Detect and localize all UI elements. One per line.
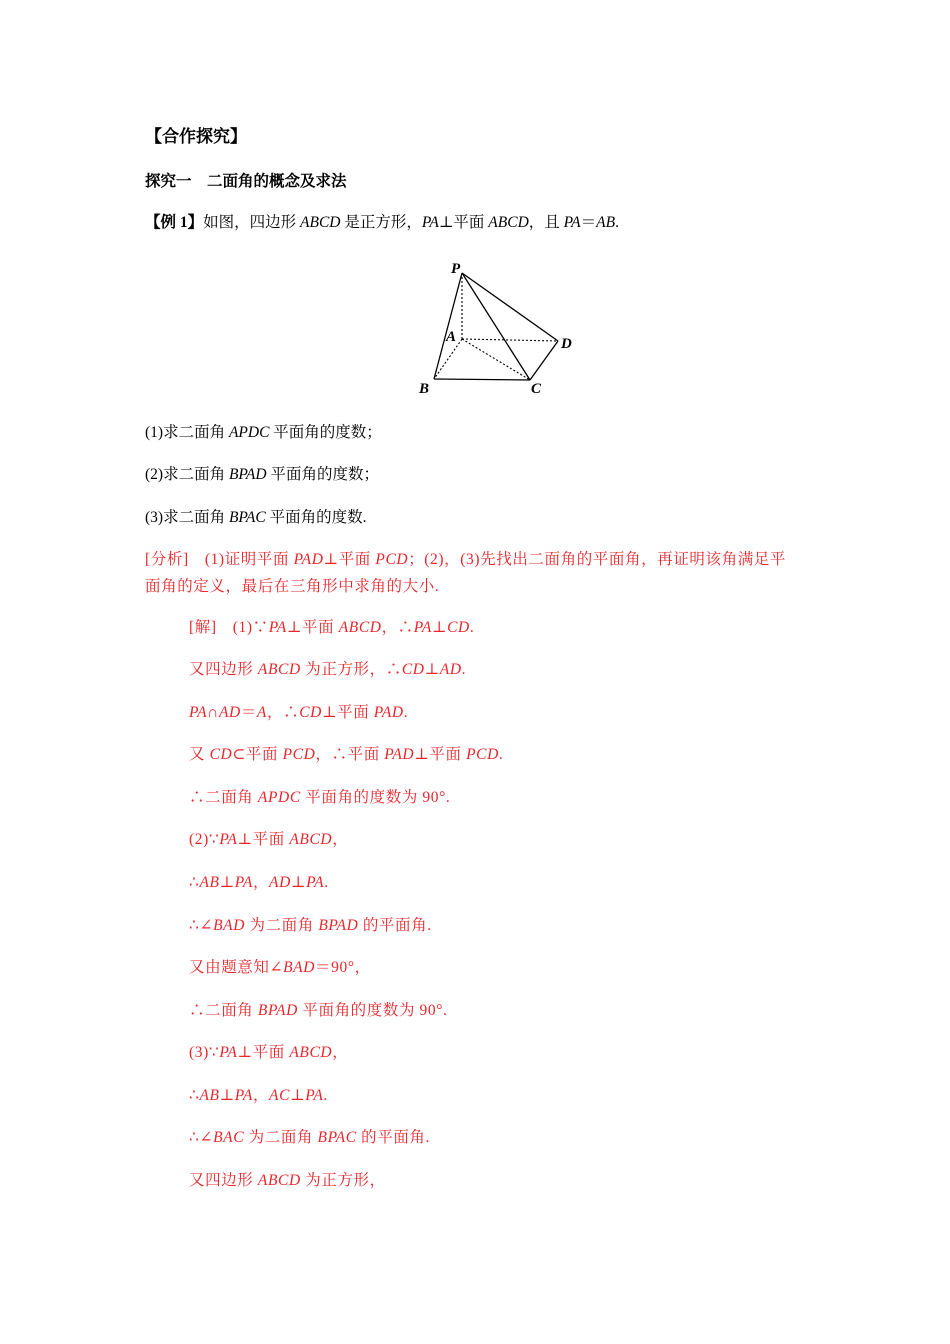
- math-var: ABCD: [338, 619, 382, 636]
- math-var: PCD: [375, 551, 409, 568]
- edge-AC: [462, 339, 530, 380]
- text-run: [解] (1)∵: [189, 619, 269, 636]
- text-run: ⊂平面: [232, 746, 283, 763]
- label-A: A: [446, 329, 457, 345]
- text-run: ，∴: [381, 619, 414, 636]
- question-text: (2)求二面角: [145, 466, 229, 483]
- math-var: AB: [199, 1087, 220, 1104]
- math-var: BAC: [213, 1129, 245, 1146]
- math-var: PA: [268, 619, 287, 636]
- text-run: 又由题意知∠: [189, 959, 284, 976]
- text-run: .: [403, 704, 409, 721]
- question-2: [145, 465, 379, 485]
- text-run: ⊥: [290, 1087, 306, 1104]
- math-var: PCD: [466, 746, 499, 763]
- math-var: A: [256, 704, 267, 721]
- text-run: ，∴平面: [315, 746, 385, 763]
- text-run: ⊥: [424, 661, 440, 678]
- text-run: .: [469, 619, 475, 636]
- text-run: ⊥: [290, 874, 307, 891]
- edge-PD: [462, 273, 558, 341]
- solution-line: [189, 1128, 430, 1148]
- edge-PC: [462, 273, 530, 380]
- math-var: PA: [234, 874, 253, 891]
- question-1: [145, 423, 382, 443]
- example-text: ＝: [580, 214, 597, 231]
- text-run: ，: [252, 1087, 270, 1104]
- solution-line: [189, 958, 371, 978]
- edge-AD: [462, 339, 558, 341]
- pyramid-figure: [410, 255, 590, 400]
- question-text: (1)求二面角: [145, 424, 229, 441]
- text-run: 的平面角.: [356, 1129, 431, 1146]
- text-run: ⊥平面: [237, 831, 290, 848]
- analysis-line-1: [145, 550, 786, 570]
- math-var: PAD: [384, 746, 415, 763]
- text-run: 又四边形: [189, 661, 258, 678]
- text-run: 为正方形，: [300, 1172, 386, 1189]
- math-var: PA: [219, 831, 238, 848]
- text-run: ∴: [189, 874, 200, 891]
- math-var: CD: [209, 746, 233, 763]
- solution-line: [189, 830, 348, 850]
- solution-line: [189, 618, 474, 638]
- text-run: ∴二面角: [189, 1002, 258, 1019]
- math-var: PA: [413, 619, 432, 636]
- solution-line: [189, 745, 503, 765]
- math-var: PA: [234, 1087, 253, 1104]
- math-var: AC: [269, 1087, 291, 1104]
- math-var: PAD: [293, 551, 324, 568]
- math-var: BPAD: [318, 917, 359, 934]
- example-var: PA: [563, 214, 581, 231]
- solution-line: [189, 1001, 448, 1021]
- text-run: .: [498, 746, 504, 763]
- solution-line: [189, 873, 329, 893]
- section-title: 【合作探究】: [145, 127, 247, 146]
- question-text: (3)求二面角: [145, 509, 229, 526]
- edge-AB: [434, 339, 462, 379]
- analysis-line-2: [145, 577, 439, 597]
- math-var: PA: [219, 1044, 238, 1061]
- math-var: CD: [447, 619, 470, 636]
- text-run: ∩: [207, 704, 219, 721]
- label-C: C: [531, 381, 542, 397]
- text-run: 的平面角.: [358, 917, 432, 934]
- math-var: PA: [305, 1087, 324, 1104]
- text-run: 面角的定义，最后在三角形中求角的大小.: [145, 578, 440, 595]
- figure-solid-edges: [434, 273, 558, 380]
- question-text: 平面角的度数.: [265, 509, 367, 526]
- math-var: BAD: [283, 959, 316, 976]
- solution-line: [189, 1086, 328, 1106]
- solution-line: [189, 1171, 386, 1191]
- edge-CD: [530, 341, 558, 380]
- text-run: ⊥平面: [237, 1044, 290, 1061]
- math-var: PAD: [373, 704, 404, 721]
- label-D: D: [561, 336, 572, 352]
- text-run: ，: [252, 874, 270, 891]
- question-text: 平面角的度数；: [266, 466, 379, 483]
- solution-line: [189, 916, 432, 936]
- subsection-title: 探究一 二面角的概念及求法: [145, 173, 347, 190]
- math-var: ABCD: [257, 1172, 301, 1189]
- text-run: 平面角的度数为 90°.: [297, 1002, 448, 1019]
- text-run: ⊥: [219, 874, 235, 891]
- text-run: (3)∵: [189, 1044, 220, 1061]
- text-run: .: [324, 874, 329, 891]
- text-run: 又四边形: [189, 1172, 258, 1189]
- math-var: PA: [306, 874, 325, 891]
- text-run: ∴∠: [189, 1129, 214, 1146]
- math-var: AD: [269, 874, 291, 891]
- question-var: APDC: [228, 424, 270, 441]
- example-text: 如图，四边形: [203, 214, 301, 231]
- text-run: ，: [332, 1044, 349, 1061]
- math-var: BAD: [213, 917, 245, 934]
- example-text: 是正方形，: [340, 214, 422, 231]
- text-run: .: [323, 1087, 328, 1104]
- text-run: [分析] (1)证明平面: [145, 551, 294, 568]
- question-var: BPAD: [228, 466, 267, 483]
- edge-BC: [434, 379, 530, 380]
- math-var: AD: [218, 704, 241, 721]
- example-label: 【例 1】: [145, 214, 204, 231]
- text-run: ；(2)，(3)先找出二面角的平面角，再证明该角满足平: [408, 551, 787, 568]
- question-3: [145, 508, 366, 528]
- edge-PB: [434, 273, 462, 379]
- text-run: ⊥平面: [321, 704, 374, 721]
- text-run: ＝: [240, 704, 257, 721]
- text-run: ⊥平面: [414, 746, 467, 763]
- example-statement: [145, 213, 619, 233]
- solution-line: [189, 660, 466, 680]
- question-var: BPAC: [228, 509, 266, 526]
- text-run: 为二面角: [245, 917, 319, 934]
- math-var: APDC: [257, 789, 301, 806]
- text-run: ，∴: [267, 704, 300, 721]
- example-var: ABCD: [488, 214, 529, 231]
- math-var: ABCD: [257, 661, 301, 678]
- text-run: ⊥: [431, 619, 448, 636]
- text-run: ＝90°，: [315, 959, 371, 976]
- example-var: AB: [596, 214, 616, 231]
- text-run: 为正方形，∴: [300, 661, 402, 678]
- math-var: PCD: [282, 746, 316, 763]
- text-run: ⊥平面: [323, 551, 376, 568]
- text-run: 又: [189, 746, 210, 763]
- example-var: ABCD: [300, 214, 341, 231]
- example-var: PA: [421, 214, 439, 231]
- text-run: .: [461, 661, 467, 678]
- math-var: BPAC: [317, 1129, 357, 1146]
- example-text: .: [615, 214, 619, 231]
- math-var: CD: [401, 661, 425, 678]
- text-run: 为二面角: [244, 1129, 318, 1146]
- solution-line: [189, 1043, 348, 1063]
- example-text: ，且: [528, 214, 564, 231]
- text-run: ⊥: [219, 1087, 235, 1104]
- math-var: AD: [439, 661, 462, 678]
- label-P: P: [451, 261, 461, 277]
- example-text: ⊥平面: [438, 214, 489, 231]
- math-var: CD: [299, 704, 322, 721]
- text-run: 平面角的度数为 90°.: [300, 789, 451, 806]
- math-var: ABCD: [289, 831, 333, 848]
- math-var: AB: [199, 874, 220, 891]
- solution-line: [189, 788, 450, 808]
- text-run: ，: [332, 831, 349, 848]
- text-run: ∴: [189, 1087, 200, 1104]
- text-run: ∴二面角: [189, 789, 258, 806]
- math-var: BPAD: [257, 1002, 298, 1019]
- question-text: 平面角的度数；: [269, 424, 382, 441]
- text-run: ∴∠: [189, 917, 214, 934]
- math-var: ABCD: [289, 1044, 333, 1061]
- math-var: PA: [189, 704, 208, 721]
- label-B: B: [419, 381, 430, 397]
- text-run: ⊥平面: [286, 619, 339, 636]
- text-run: (2)∵: [189, 831, 220, 848]
- solution-line: [189, 703, 408, 723]
